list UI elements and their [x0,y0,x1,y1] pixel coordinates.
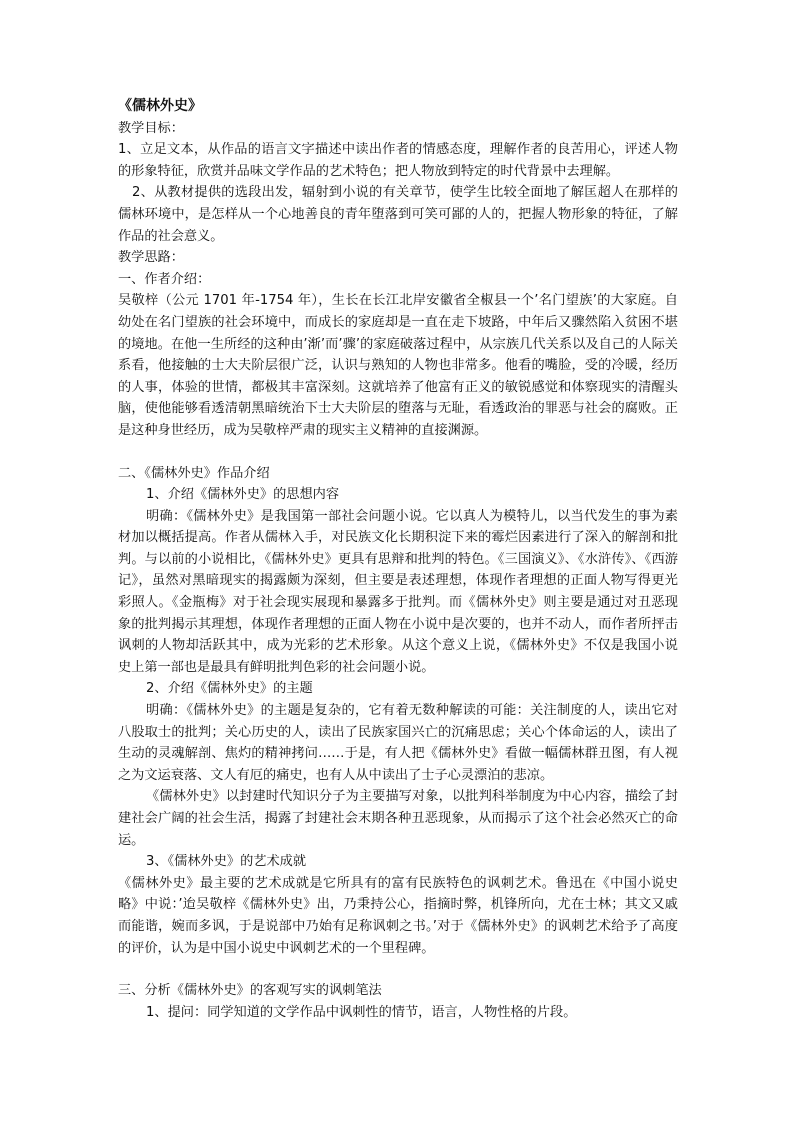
section-2-paragraph-3: 《儒林外史》以封建时代知识分子为主要描写对象，以批判科举制度为中心内容，描绘了封建社会广阔的社会生活，揭露了封建社会末期各种丑恶现象，从而揭示了这个社会必然灭亡的命运。 [118,789,678,848]
section-2-paragraph-4: 《儒林外史》最主要的艺术成就是它所具有的富有民族特色的讽刺艺术。鲁迅在《中国小说史略》中说：’迨吴敬梓《儒林外史》出，乃秉持公心，指摘时弊，机锋所向，尤在士林；其文又戚而能谐，婉而多讽，于是说部中乃始有足称讽刺之书。’对于《儒林外史》的讽刺艺术给予了高度的评价，认为是中国小说史中讽刺艺术的一个里程碑。 [118,875,678,956]
section-3-subheading-1: 1、提问：同学知道的文学作品中讽刺性的情节，语言，人物性格的片段。 [146,1004,577,1020]
section-2-subheading-3: 3、《儒林外史》的艺术成就 [146,854,307,870]
section-1-heading: 一、作者介绍： [118,271,211,287]
section-2-heading: 二、《儒林外史》作品介绍 [118,465,270,481]
goals-heading: 教学目标： [118,120,184,136]
goal-1: 1、立足文本，从作品的语言文字描述中读出作者的情感态度，理解作者的良苦用心，评述人物的形象特征，欣赏并品味文学作品的艺术特色；把人物放到特定的时代背景中去理解。 [118,142,678,179]
section-1-body: 吴敬梓（公元 1701 年-1754 年），生长在长江北岸安徽省全椒县一个’名门望族’的大家庭。自幼处在名门望族的社会环境中，而成长的家庭却是一直在走下坡路，中年后又骤然陷入贫困不堪的境地。在他一生所经的这种由’渐’而’骤’的家庭破落过程中，从宗族几代关系以及自己的人际关系看，他接触的士大夫阶层很广泛，认识与熟知的人物也非常多。他看的嘴脸，受的冷暖，经历的人事，体验的世情，都极其丰富深刻。这就培养了他富有正义的敏锐感觉和体察现实的清醒头脑，使他能够看透清朝黑暗统治下士大夫阶层的堕落与无耻，看透政治的罪恶与社会的腐败。正是这种身世经历，成为吴敬梓严肃的现实主义精神的直接渊源。 [118,293,678,438]
section-3-heading: 三、分析《儒林外史》的客观写实的讽刺笔法 [118,983,382,999]
section-2-paragraph-1: 明确：《儒林外史》是我国第一部社会问题小说。它以真人为模特儿，以当代发生的事为素材加以概括提高。作者从儒林入手，对民族文化长期积淀下来的霉烂因素进行了深入的解剖和批判。与以前的小说相比，《儒林外史》更具有思辩和批判的特色。《三国演义》、《水浒传》、《西游记》，虽然对黑暗现实的揭露颇为深刻，但主要是表述理想，体现作者理想的正面人物写得更光彩照人。《金瓶梅》对于社会现实展现和暴露多于批判。而《儒林外史》则主要是通过对丑恶现象的批判揭示其理想，体现作者理想的正面人物在小说中是次要的，也并不动人，而作者所抨击讽刺的人物却活跃其中，成为光彩的艺术形象。从这个意义上说，《儒林外史》不仅是我国小说史上第一部也是最具有鲜明批判色彩的社会问题小说。 [118,508,678,675]
section-2-paragraph-2: 明确：《儒林外史》的主题是复杂的，它有着无数种解读的可能：关注制度的人，读出它对八股取士的批判；关心历史的人，读出了民族家国兴亡的沉痛思虑；关心个体命运的人，读出了生动的灵魂解剖、焦灼的精神拷问……于是，有人把《儒林外史》看做一幅儒林群丑图，有人视之为文运衰落、文人有厄的痛史，也有人从中读出了士子心灵漂泊的悲凉。 [118,703,678,783]
spacer [118,442,678,463]
section-2-subheading-2: 2、介绍《儒林外史》的主题 [146,681,313,697]
ideas-heading: 教学思路： [118,250,184,266]
document-page [118,96,678,1023]
spacer [118,959,678,980]
goal-2: 2、从教材提供的选段出发，辐射到小说的有关章节，使学生比较全面地了解匡超人在那样的儒林环境中，是怎样从一个心地善良的青年堕落到可笑可鄙的人的，把握人物形象的特征，了解作品的社会意义。 [118,185,678,244]
section-2-subheading-1: 1、介绍《儒林外史》的思想内容 [146,487,340,503]
document-title: 《儒林外史》 [118,98,202,114]
